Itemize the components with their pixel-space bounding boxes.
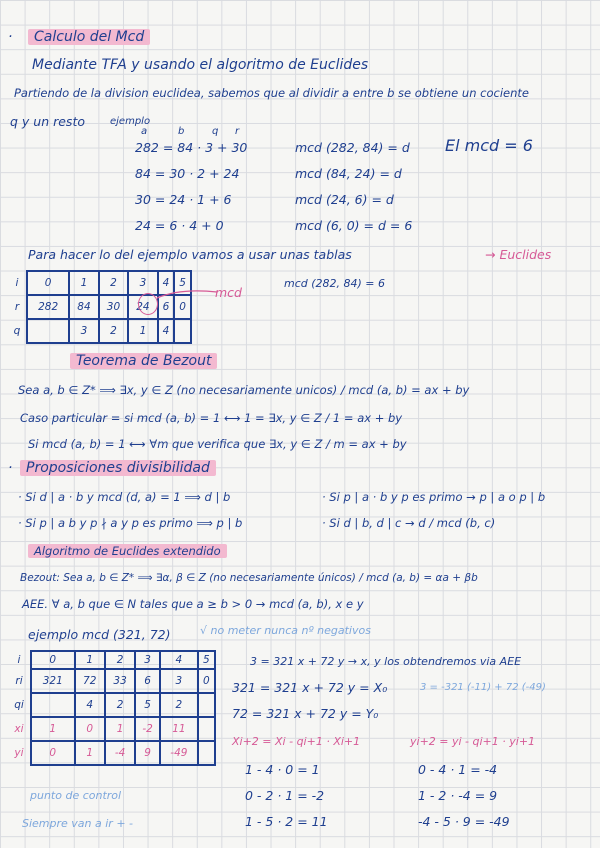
prop-title: Proposiciones divisibilidad	[20, 460, 216, 476]
row-label: ri	[15, 675, 23, 687]
col-letter-b: b	[178, 126, 185, 137]
bezout-line: Sea a, b ∈ Z* ⟹ ∃x, y ∈ Z (no necesariamente unicos) / mcd (a, b) = ax + by	[18, 383, 470, 397]
check-equation: 3 = -321 (-11) + 72 (-49)	[420, 682, 546, 693]
aee-table	[8, 650, 216, 766]
euclid-step: 282 = 84 · 3 + 30	[135, 140, 248, 155]
row-label: i	[15, 277, 19, 289]
cell	[174, 319, 191, 343]
cell: 2	[105, 651, 135, 669]
bullet: ·	[8, 29, 13, 45]
cell: 3	[128, 271, 157, 295]
subtitle: Mediante TFA y usando el algoritmo de Euclides	[32, 57, 369, 73]
cell: -49	[160, 741, 198, 765]
cell	[198, 693, 215, 717]
cell: 0	[198, 669, 215, 693]
aee-title-wrap	[28, 544, 227, 559]
cell: 2	[105, 693, 135, 717]
bezout-title-wrap	[70, 354, 217, 369]
cell	[198, 741, 215, 765]
mcd-step: mcd (24, 6) = d	[295, 192, 394, 207]
cell: 5	[174, 271, 191, 295]
x-calc: 1 - 4 · 0 = 1	[245, 762, 320, 777]
cell: 3	[69, 319, 98, 343]
aee-bezout: Bezout: Sea a, b ∈ Z* ⟹ ∃α, β ∈ Z (no necesariamente únicos) / mcd (a, b) = αa + βb	[20, 572, 478, 584]
tabla-arrow: → Euclides	[485, 247, 552, 262]
mcd-step: mcd (282, 84) = d	[295, 140, 410, 155]
mcd-note: mcd (282, 84) = 6	[284, 277, 386, 290]
cell: 2	[99, 271, 128, 295]
row-label: xi	[14, 723, 24, 735]
proposition: · Si d | b, d | c → d / mcd (b, c)	[322, 516, 496, 530]
cell: 4	[158, 319, 175, 343]
cell: 282	[27, 295, 69, 319]
cell: 2	[99, 319, 128, 343]
row-label: qi	[14, 699, 24, 711]
cell: -2	[135, 717, 160, 741]
cell	[198, 717, 215, 741]
y-calc: 1 - 2 · -4 = 9	[418, 788, 498, 803]
no-negativos-note: √ no meter nunca nº negativos	[200, 624, 371, 637]
x-calc: 1 - 5 · 2 = 11	[245, 814, 328, 829]
y-calc: 0 - 4 · 1 = -4	[418, 762, 498, 777]
cell: 9	[135, 741, 160, 765]
cell: 3	[135, 651, 160, 669]
cell: 1	[128, 319, 157, 343]
cell: 4	[160, 651, 198, 669]
cell-mcd: 6	[158, 295, 175, 319]
ejemplo-label: ejemplo	[110, 116, 151, 127]
equation: 321 = 321 x + 72 y = X₀	[232, 680, 388, 695]
cell: 0	[174, 295, 191, 319]
cell: 4	[158, 271, 175, 295]
cell	[27, 319, 69, 343]
tabla-text: Para hacer lo del ejemplo vamos a usar unas tablas	[28, 247, 352, 262]
cell: 11	[160, 717, 198, 741]
row-label: i	[17, 654, 21, 666]
cell: 0	[75, 717, 105, 741]
euclid-step: 84 = 30 · 2 + 24	[135, 166, 240, 181]
cell	[31, 693, 75, 717]
mcd-arrow	[155, 286, 220, 302]
equation: 72 = 321 x + 72 y = Y₀	[232, 706, 379, 721]
cell: 0	[31, 741, 75, 765]
y-formula: yi+2 = yi - qi+1 · yi+1	[410, 735, 536, 748]
row-label: r	[14, 301, 20, 313]
proposition: · Si d | a · b y mcd (d, a) = 1 ⟹ d | b	[18, 490, 231, 504]
aee-line: AEE. ∀ a, b que ∈ N tales que a ≥ b > 0 → mcd (a, b), x e y	[22, 597, 364, 611]
intro-line-2: q y un resto	[10, 114, 85, 129]
col-letter-a: a	[141, 126, 148, 137]
bezout-line: Caso particular = si mcd (a, b) = 1 ⟷ 1 = ∃x, y ∈ Z / 1 = ax + by	[20, 411, 403, 425]
euclid-step: 24 = 6 · 4 + 0	[135, 218, 224, 233]
prop-title-wrap	[20, 461, 216, 476]
cell: 321	[31, 669, 75, 693]
cell: 1	[69, 271, 98, 295]
cell: 4	[75, 693, 105, 717]
aee-title: Algoritmo de Euclides extendido	[28, 544, 227, 558]
x-calc: 0 - 2 · 1 = -2	[245, 788, 325, 803]
euclides-table	[8, 270, 192, 344]
x-formula: Xi+2 = Xi - qi+1 · Xi+1	[232, 735, 361, 748]
section-title	[28, 30, 150, 45]
mcd-result: El mcd = 6	[445, 136, 533, 155]
cell: -4	[105, 741, 135, 765]
proposition: · Si p | a b y p ∤ a y p es primo ⟹ p | b	[18, 516, 243, 530]
cell: 6	[135, 669, 160, 693]
title-calculo-mcd: Calculo del Mcd	[28, 29, 150, 45]
cell: 2	[160, 693, 198, 717]
bullet: ·	[8, 460, 13, 476]
cell: 5	[135, 693, 160, 717]
cell: 30	[99, 295, 128, 319]
cell: 0	[31, 651, 75, 669]
y-calc: -4 - 5 · 9 = -49	[418, 814, 510, 829]
bezout-line: Si mcd (a, b) = 1 ⟷ ∀m que verifica que ∃x, y ∈ Z / m = ax + by	[28, 437, 407, 451]
cell: 3	[160, 669, 198, 693]
col-letter-r: r	[235, 126, 240, 137]
mcd-step: mcd (84, 24) = d	[295, 166, 402, 181]
ejemplo-mcd: ejemplo mcd (321, 72)	[28, 627, 171, 642]
cell: 84	[69, 295, 98, 319]
row-label: q	[13, 325, 21, 337]
mcd-arrow-label: mcd	[215, 285, 242, 300]
bezout-title: Teorema de Bezout	[70, 353, 217, 369]
cell: 24	[128, 295, 157, 319]
intro-line-1: Partiendo de la division euclidea, sabemos que al dividir a entre b se obtiene un cociente	[14, 86, 529, 100]
cell: 1	[75, 651, 105, 669]
col-letter-q: q	[212, 126, 219, 137]
equation: 3 = 321 x + 72 y → x, y los obtendremos via AEE	[250, 655, 522, 668]
cell: 5	[198, 651, 215, 669]
cell: 0	[27, 271, 69, 295]
cell: 72	[75, 669, 105, 693]
cell: 1	[75, 741, 105, 765]
proposition: · Si p | a · b y p es primo → p | a o p | b	[322, 490, 546, 504]
punto-control: punto de control	[30, 789, 122, 802]
cell: 1	[31, 717, 75, 741]
euclid-step: 30 = 24 · 1 + 6	[135, 192, 232, 207]
cell: 33	[105, 669, 135, 693]
row-label: yi	[14, 747, 24, 759]
cell: 1	[105, 717, 135, 741]
siempre-note: Siempre van a ir + -	[22, 817, 134, 830]
mcd-step: mcd (6, 0) = d = 6	[295, 218, 413, 233]
